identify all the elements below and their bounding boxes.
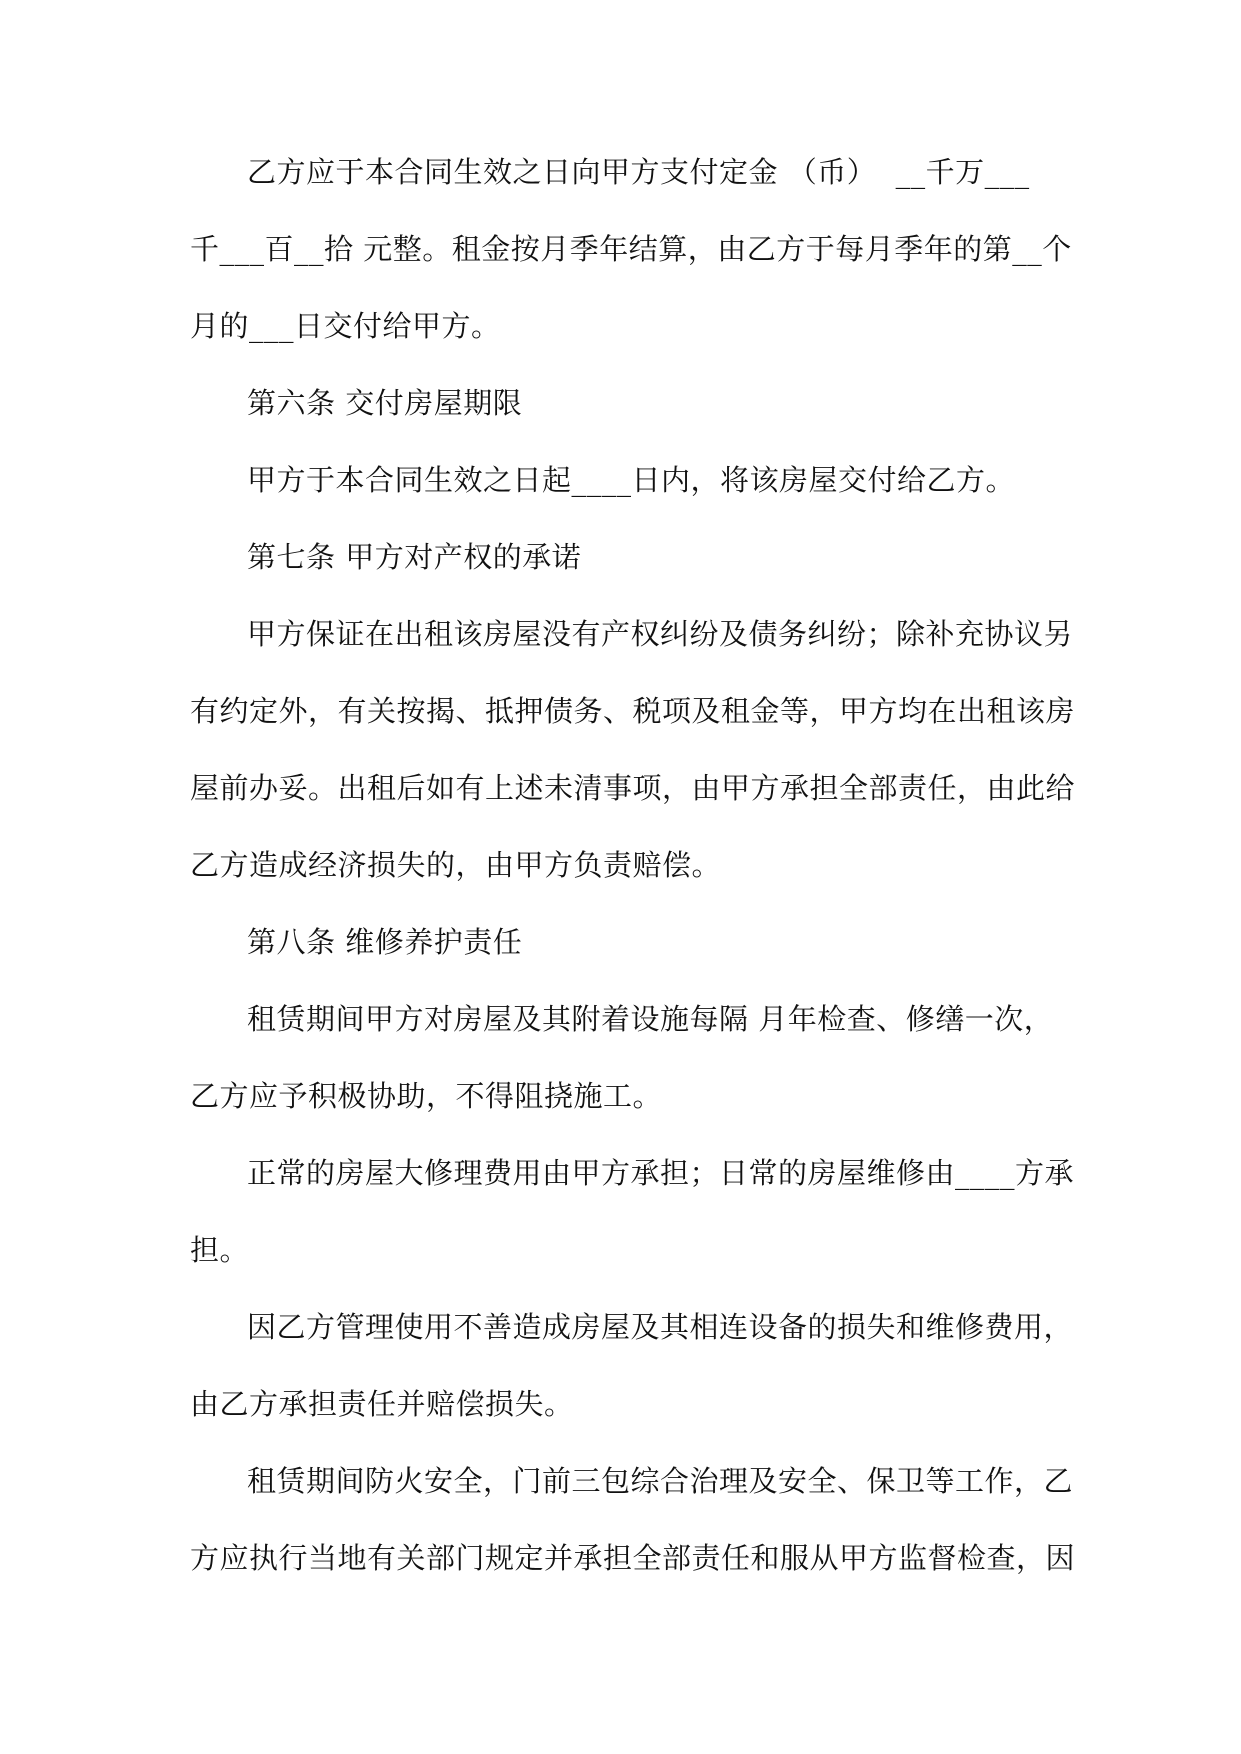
paragraph-line: 担。: [190, 1233, 250, 1267]
paragraph-line: 乙方应于本合同生效之日向甲方支付定金 （币） __千万___: [247, 155, 1030, 189]
paragraph-line: 月的___日交付给甲方。: [190, 309, 501, 343]
paragraph-line: 租赁期间甲方对房屋及其附着设施每隔 月年检查、修缮一次，: [247, 1002, 1054, 1036]
paragraph-line: 甲方于本合同生效之日起____日内，将该房屋交付给乙方。: [247, 463, 1016, 497]
paragraph-line: 千___百__拾 元整。租金按月季年结算，由乙方于每月季年的第__个: [190, 232, 1072, 266]
paragraph-line: 由乙方承担责任并赔偿损失。: [190, 1387, 574, 1421]
paragraph-line: 屋前办妥。出租后如有上述未清事项，由甲方承担全部责任，由此给: [190, 771, 1076, 805]
section-heading: 第六条 交付房屋期限: [247, 386, 523, 420]
paragraph-line: 甲方保证在出租该房屋没有产权纠纷及债务纠纷；除补充协议另: [247, 617, 1074, 651]
paragraph-line: 乙方应予积极协助，不得阻挠施工。: [190, 1079, 663, 1113]
section-heading: 第七条 甲方对产权的承诺: [247, 540, 582, 574]
paragraph-line: 方应执行当地有关部门规定并承担全部责任和服从甲方监督检查，因: [190, 1541, 1076, 1575]
section-heading: 第八条 维修养护责任: [247, 925, 523, 959]
paragraph-line: 租赁期间防火安全，门前三包综合治理及安全、保卫等工作，乙: [247, 1464, 1074, 1498]
paragraph-line: 乙方造成经济损失的，由甲方负责赔偿。: [190, 848, 722, 882]
paragraph-line: 有约定外，有关按揭、抵押债务、税项及租金等，甲方均在出租该房: [190, 694, 1076, 728]
paragraph-line: 因乙方管理使用不善造成房屋及其相连设备的损失和维修费用，: [247, 1310, 1074, 1344]
paragraph-line: 正常的房屋大修理费用由甲方承担；日常的房屋维修由____方承: [247, 1156, 1075, 1190]
